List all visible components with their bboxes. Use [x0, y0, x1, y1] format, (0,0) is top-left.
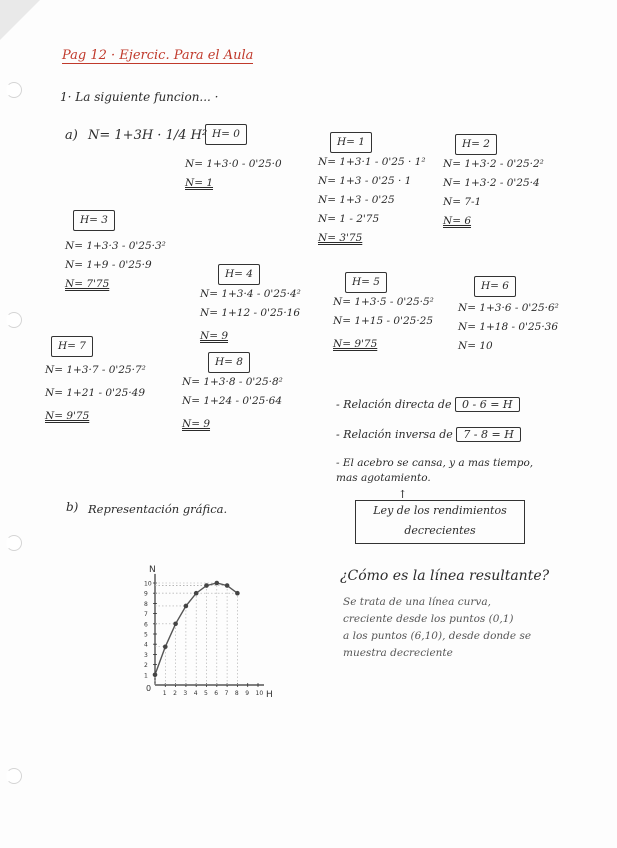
calc-result: N= 6 [443, 215, 472, 227]
y-tick-label: 3 [144, 651, 148, 659]
fatigue-note [336, 456, 533, 486]
x-tick-label: 3 [183, 690, 188, 697]
calc-line: N= 1+15 - 0'25·25 [333, 315, 434, 327]
law-box [355, 500, 525, 544]
calc-result: N= 9 [200, 330, 229, 342]
calc-line: N= 1+18 - 0'25·36 [458, 321, 559, 333]
y-tick-label: 4 [144, 641, 148, 649]
direct-relation-range: 0 - 6 = H [455, 397, 520, 412]
y-tick-label: 5 [144, 631, 148, 639]
calc-line: N= 1+3·5 - 0'25·5² [333, 296, 434, 308]
h-label: H= 6 [474, 276, 516, 297]
calc-line: N= 1+21 - 0'25·49 [45, 387, 146, 399]
y-tick-label: 2 [144, 662, 148, 670]
h-label: H= 3 [73, 210, 115, 231]
y-tick-label: 9 [144, 590, 148, 598]
part-b-label: b) [66, 500, 79, 514]
calc-result: N= 9 [182, 418, 211, 430]
data-point [204, 583, 209, 588]
x-tick-label: 1 [162, 690, 167, 697]
h-label: H= 0 [205, 124, 247, 145]
page-corner-fold [0, 0, 40, 40]
data-point [153, 673, 158, 678]
y-tick-label: 10 [144, 580, 152, 588]
y-tick-label: 6 [144, 621, 148, 629]
calc-line: N= 1+3·4 - 0'25·4² [200, 288, 301, 300]
calc-block-h6 [458, 276, 559, 356]
calc-block-h1 [318, 132, 426, 248]
inverse-relation [336, 428, 521, 441]
calc-result: N= 1 [185, 177, 214, 189]
calc-block-h7 [45, 336, 146, 426]
x-tick-label: 4 [193, 690, 198, 697]
inverse-relation-label: - Relación inversa de [336, 428, 453, 441]
direct-relation [336, 398, 520, 411]
part-a-label: a) [65, 128, 78, 143]
answer-line: Se trata de una línea curva, [343, 596, 491, 608]
law-line: decrecientes [404, 524, 476, 537]
calc-result: N= 10 [458, 340, 493, 352]
function-chart [135, 552, 285, 700]
h-label: H= 1 [330, 132, 372, 153]
calc-result: N= 9'75 [45, 410, 90, 422]
calc-line: N= 1+3 - 0'25 · 1 [318, 175, 412, 187]
x-tick-label: 2 [173, 690, 177, 697]
calc-line: N= 1+12 - 0'25·16 [200, 307, 301, 319]
calc-line: N= 1+3·8 - 0'25·8² [182, 376, 283, 388]
calc-line: N= 1 - 2'75 [318, 213, 380, 225]
x-tick-label: 10 [255, 690, 264, 697]
calc-result: N= 9'75 [333, 338, 378, 350]
y-tick-label: 7 [144, 611, 148, 619]
x-tick-label: 9 [245, 690, 250, 697]
function-formula: N= 1+3H · 1/4 H² [88, 128, 208, 143]
y-axis-label: N [149, 564, 156, 575]
law-line: Ley de los rendimientos [373, 504, 507, 517]
calc-block-h2 [443, 134, 544, 231]
x-tick-label: 8 [234, 690, 239, 697]
calc-result: N= 7'75 [65, 278, 110, 290]
calc-line: N= 1+9 - 0'25·9 [65, 259, 152, 271]
data-point [184, 604, 189, 609]
answer-line: muestra decreciente [343, 647, 453, 659]
calc-line: N= 1+3·3 - 0'25·3² [65, 240, 166, 252]
answer-line: creciente desde los puntos (0,1) [343, 613, 514, 625]
answer-line: a los puntos (6,10), desde donde se [343, 630, 532, 642]
data-point [163, 644, 168, 649]
calc-line: N= 1+3·0 - 0'25·0 [185, 158, 282, 170]
data-point [173, 622, 178, 627]
question-title: ¿Cómo es la línea resultante? [340, 568, 550, 584]
fatigue-note-line: mas agotamiento. [336, 472, 431, 484]
calc-block-h8 [182, 352, 283, 434]
y-tick-label: 1 [144, 672, 148, 680]
fatigue-note-line: - El acebro se cansa, y a mas tiempo, [336, 457, 534, 469]
calc-line: N= 1+3·7 - 0'25·7² [45, 364, 146, 376]
punch-hole [6, 768, 22, 784]
data-point [225, 583, 230, 588]
h-label: H= 5 [345, 272, 387, 293]
calc-line: N= 1+3·1 - 0'25 · 1² [318, 156, 426, 168]
x-tick-label: 7 [224, 690, 229, 697]
direct-relation-label: - Relación directa de [336, 398, 452, 411]
calc-line: N= 1+3 - 0'25 [318, 194, 395, 206]
calc-result: N= 3'75 [318, 232, 363, 244]
punch-hole [6, 535, 22, 551]
h-label: H= 4 [218, 264, 260, 285]
calc-line: N= 7-1 [443, 196, 482, 208]
calc-block-h4 [200, 264, 301, 346]
origin-label: 0 [146, 684, 152, 693]
h-label: H= 7 [51, 336, 93, 357]
calc-line: N= 1+24 - 0'25·64 [182, 395, 283, 407]
punch-hole [6, 82, 22, 98]
calc-line: N= 1+3·6 - 0'25·6² [458, 302, 559, 314]
part-b-title: Representación gráfica. [88, 502, 228, 516]
h-label: H= 2 [455, 134, 497, 155]
x-axis-label: H [266, 690, 273, 700]
calc-block-h3 [65, 210, 166, 294]
inverse-relation-range: 7 - 8 = H [456, 427, 521, 442]
x-tick-label: 6 [214, 690, 219, 697]
calc-block-h5 [333, 272, 434, 354]
x-tick-label: 5 [204, 690, 208, 697]
punch-hole [6, 312, 22, 328]
calc-line: N= 1+3·2 - 0'25·4 [443, 177, 540, 189]
h-label: H= 8 [208, 352, 250, 373]
arrow-up-icon: ↑ [398, 488, 408, 501]
calc-line: N= 1+3·2 - 0'25·2² [443, 158, 544, 170]
calc-block-h0 [185, 124, 282, 193]
y-tick-label: 8 [144, 600, 148, 608]
page-title: Pag 12 · Ejercic. Para el Aula [62, 48, 254, 63]
data-point [235, 591, 240, 596]
data-point [194, 591, 199, 596]
exercise-intro: 1· La siguiente funcion... · [60, 90, 219, 104]
data-point [215, 581, 220, 586]
question-answer [343, 594, 531, 662]
